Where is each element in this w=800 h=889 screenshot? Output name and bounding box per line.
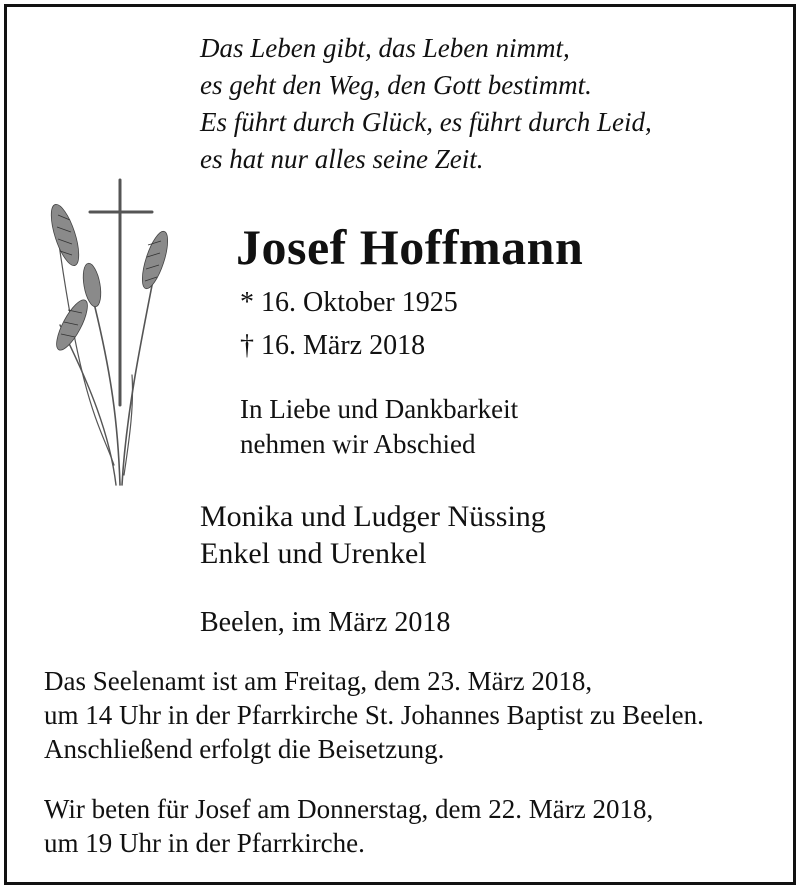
mourner-line: Enkel und Urenkel: [200, 537, 427, 570]
prayer-line: Wir beten für Josef am Donnerstag, dem 22. März 2018,: [44, 794, 654, 824]
death-date: † 16. März 2018: [240, 330, 426, 361]
poem-line: es geht den Weg, den Gott bestimmt.: [200, 70, 592, 100]
birth-date: * 16. Oktober 1925: [240, 287, 458, 318]
service-line: um 14 Uhr in der Pfarrkirche St. Johannes Baptist zu Beelen.: [44, 700, 704, 730]
poem-line: Es führt durch Glück, es führt durch Leid,: [200, 107, 652, 137]
place-date: Beelen, im März 2018: [200, 607, 451, 638]
service-line: Das Seelenamt ist am Freitag, dem 23. März 2018,: [44, 666, 593, 696]
prayer-info: [44, 792, 653, 860]
mourners: [200, 498, 546, 572]
service-line: Anschließend erfolgt die Beisetzung.: [44, 734, 445, 764]
farewell-line: nehmen wir Abschied: [240, 429, 476, 459]
farewell-text: [240, 392, 518, 462]
cross-with-wheat-icon: [30, 175, 180, 490]
farewell-line: In Liebe und Dankbarkeit: [240, 394, 519, 424]
prayer-line: um 19 Uhr in der Pfarrkirche.: [44, 828, 365, 858]
poem-line: Das Leben gibt, das Leben nimmt,: [200, 33, 570, 63]
poem: [200, 30, 652, 178]
mourner-line: Monika und Ludger Nüssing: [200, 500, 546, 533]
poem-line: es hat nur alles seine Zeit.: [200, 144, 484, 174]
service-info: [44, 664, 704, 766]
deceased-name: Josef Hoffmann: [236, 219, 584, 275]
